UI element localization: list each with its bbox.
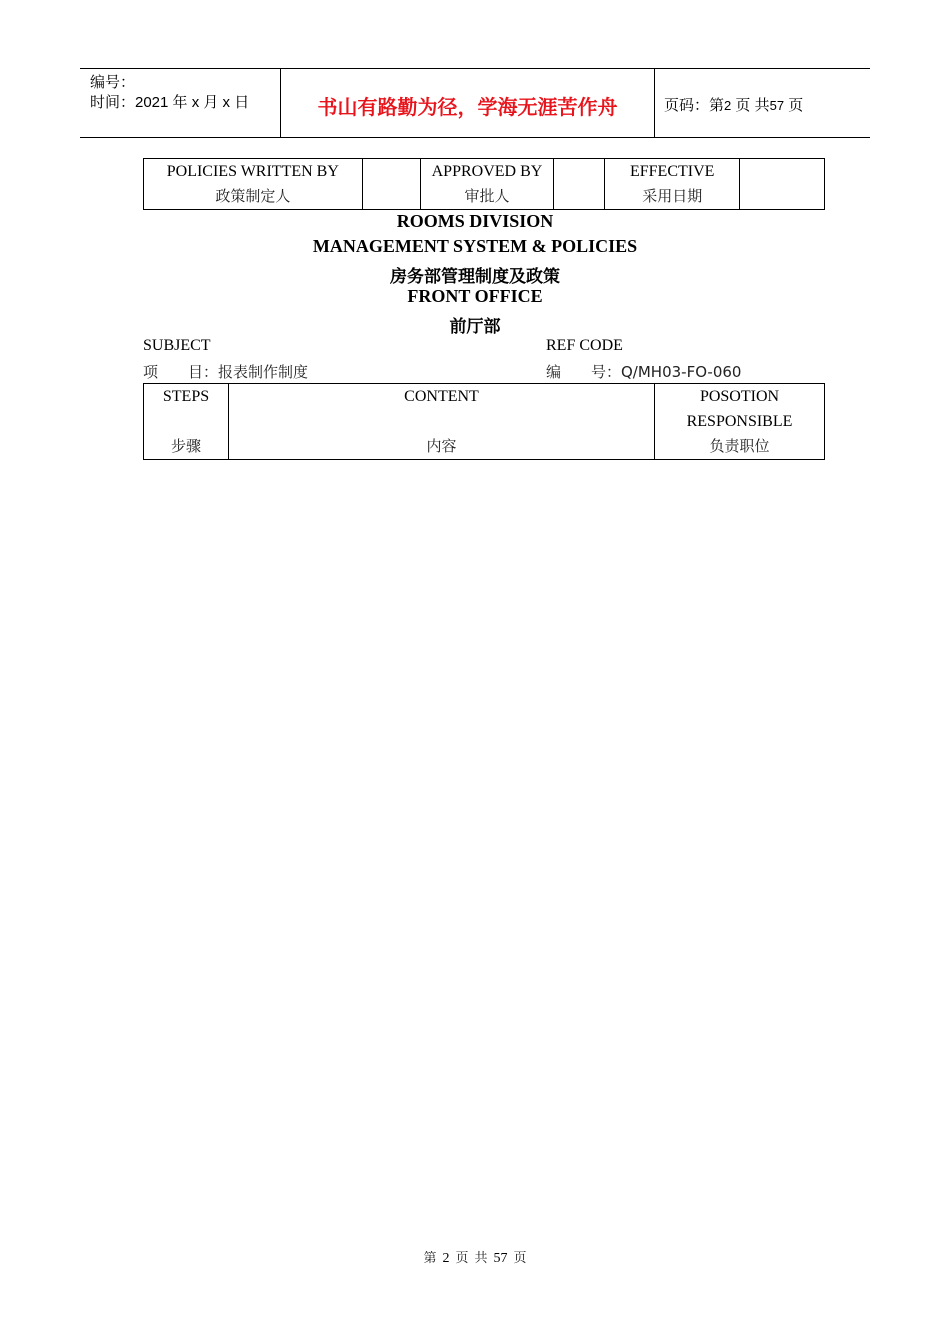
refcode-value xyxy=(546,361,741,382)
effective-value xyxy=(740,159,825,210)
footer-page: 2 xyxy=(442,1251,450,1266)
position-en-1: POSOTION xyxy=(699,388,780,405)
document-header xyxy=(80,68,870,138)
written-by-value xyxy=(362,159,420,210)
approved-by-cn: 审批人 xyxy=(464,187,510,205)
written-by-cell xyxy=(144,159,363,210)
footer-ye: 页 xyxy=(455,1251,469,1266)
written-by-en: POLICIES WRITTEN BY xyxy=(166,163,339,180)
effective-cell xyxy=(605,159,740,210)
position-cn: 负责职位 xyxy=(709,437,770,455)
footer-gong: 共 xyxy=(474,1251,488,1266)
page-mid: 页 共 xyxy=(735,97,770,114)
footer-total: 57 xyxy=(493,1251,508,1266)
approved-by-value xyxy=(554,159,605,210)
header-page-cell xyxy=(655,69,870,137)
written-by-cn: 政策制定人 xyxy=(215,187,291,205)
subject-cn: 项 目：报表制作制度 xyxy=(143,363,309,381)
title-cn-management: 房务部管理制度及政策 xyxy=(390,267,560,287)
steps-header xyxy=(144,384,229,460)
page-prefix: 页码：第 xyxy=(664,97,725,114)
page-info xyxy=(664,94,803,115)
position-header xyxy=(655,384,825,460)
approval-table xyxy=(143,158,825,210)
title-front-office: FRONT OFFICE xyxy=(407,286,543,306)
content-en: CONTENT xyxy=(404,388,479,405)
position-en-2: RESPONSIBLE xyxy=(686,413,793,430)
number-label: 编号： xyxy=(90,74,136,91)
refcode-cn: 编 号：Q/MH03-FO-060 xyxy=(546,363,742,381)
content-cn: 内容 xyxy=(426,437,457,455)
refcode-en: REF CODE xyxy=(546,337,623,354)
time-label: 时间：2021 年 x 月 x 日 xyxy=(90,94,250,111)
subject-en: SUBJECT xyxy=(143,337,211,354)
steps-cn: 步骤 xyxy=(170,437,201,455)
footer-ye2: 页 xyxy=(513,1251,527,1266)
subject-value xyxy=(143,361,308,382)
header-motto-cell xyxy=(281,69,655,137)
effective-cn: 采用日期 xyxy=(642,187,703,205)
title-management-system: MANAGEMENT SYSTEM & POLICIES xyxy=(312,236,638,256)
page-footer xyxy=(0,1247,950,1267)
content-header xyxy=(229,384,655,460)
approved-by-cell xyxy=(420,159,554,210)
title-rooms-division: ROOMS DIVISION xyxy=(396,211,554,231)
header-id-cell xyxy=(80,69,281,137)
page-current: 2 xyxy=(724,98,732,113)
steps-en: STEPS xyxy=(162,388,210,405)
steps-table xyxy=(143,383,825,460)
title-cn-front-office: 前厅部 xyxy=(449,317,501,337)
page-suffix: 页 xyxy=(788,97,804,114)
page-total: 57 xyxy=(769,98,785,113)
effective-en: EFFECTIVE xyxy=(629,163,715,180)
motto: 书山有路勤为径，学海无涯苦作舟 xyxy=(317,95,618,119)
footer-di: 第 xyxy=(423,1251,437,1266)
approved-by-en: APPROVED BY xyxy=(431,163,543,180)
